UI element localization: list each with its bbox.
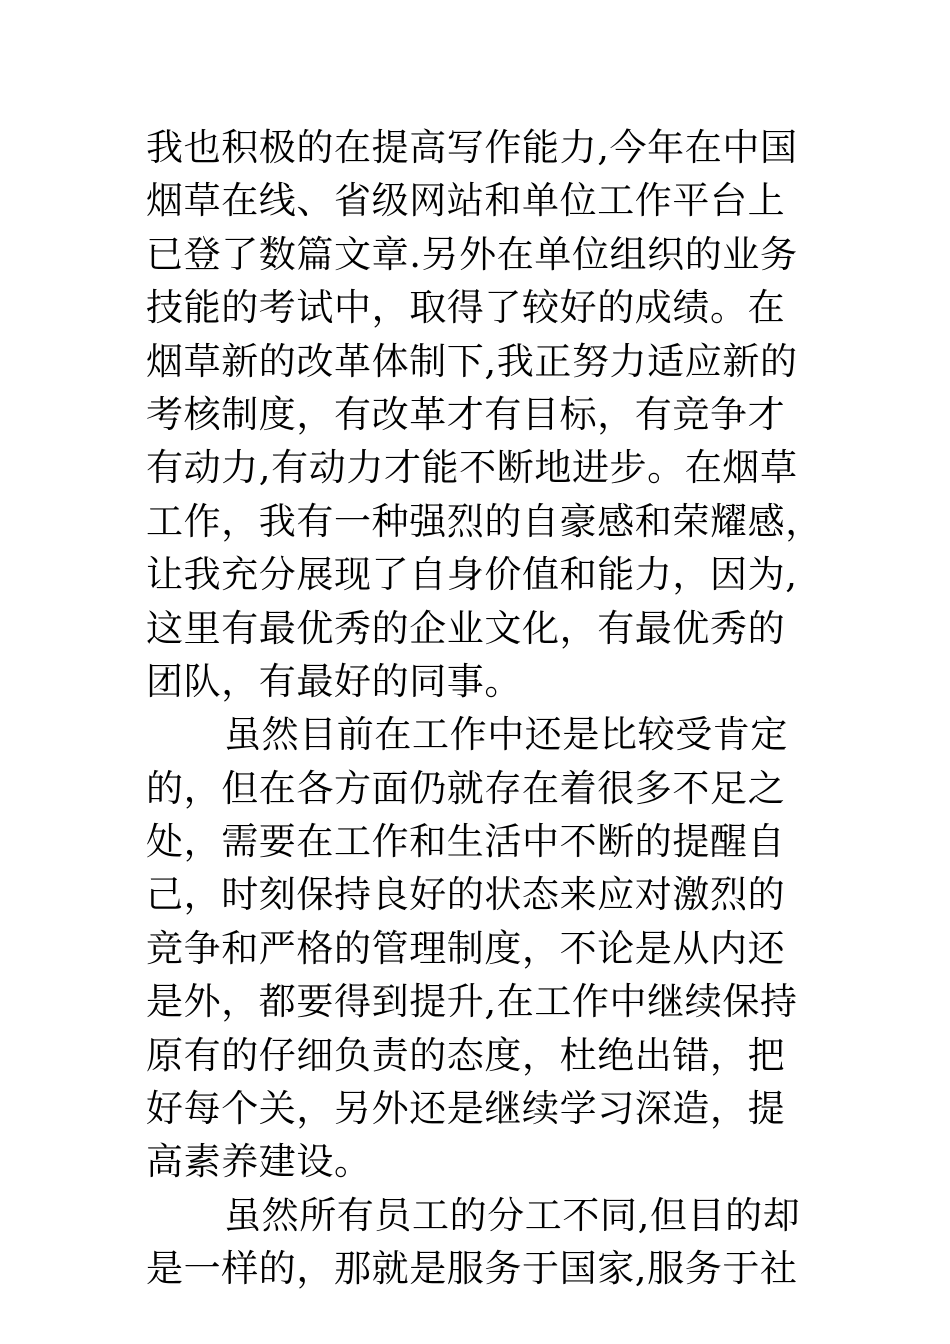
text-line: 团队，有最好的同事。 bbox=[146, 659, 522, 703]
text-line: 我也积极的在提高写作能力,今年在中国 bbox=[146, 126, 798, 169]
paragraph-start-line: 虽然所有员工的分工不同,但目的却 bbox=[224, 1193, 801, 1237]
text-line: 烟草新的改革体制下,我正努力适应新的 bbox=[146, 339, 798, 383]
document-body bbox=[146, 121, 846, 1296]
text-line: 已登了数篇文章.另外在单位组织的业务 bbox=[146, 232, 798, 276]
paragraph-start-line: 虽然目前在工作中还是比较受肯定 bbox=[224, 713, 788, 757]
text-line: 竞争和严格的管理制度，不论是从内还 bbox=[146, 926, 786, 970]
text-line: 处，需要在工作和生活中不断的提醒自 bbox=[146, 820, 786, 864]
text-line: 是一样的，那就是服务于国家,服务于社 bbox=[146, 1247, 798, 1291]
text-line: 烟草在线、省级网站和单位工作平台上 bbox=[146, 179, 786, 223]
text-line: 有动力,有动力才能不断地进步。在烟草 bbox=[146, 446, 798, 490]
text-line: 原有的仔细负责的态度，杜绝出错，把 bbox=[146, 1033, 786, 1077]
text-line: 这里有最优秀的企业文化，有最优秀的 bbox=[146, 606, 786, 650]
text-line: 工作，我有一种强烈的自豪感和荣耀感， bbox=[146, 499, 823, 543]
text-line: 好每个关，另外还是继续学习深造，提 bbox=[146, 1087, 786, 1131]
text-line: 技能的考试中，取得了较好的成绩。在 bbox=[146, 286, 786, 330]
text-line: 己，时刻保持良好的状态来应对激烈的 bbox=[146, 873, 786, 917]
text-line: 的，但在各方面仍就存在着很多不足之 bbox=[146, 766, 786, 810]
text-line: 高素养建设。 bbox=[146, 1140, 372, 1184]
text-line: 让我充分展现了自身价值和能力，因为, bbox=[146, 553, 798, 597]
text-line: 考核制度，有改革才有目标，有竞争才 bbox=[146, 392, 786, 436]
text-line: 是外，都要得到提升,在工作中继续保持 bbox=[146, 980, 798, 1024]
